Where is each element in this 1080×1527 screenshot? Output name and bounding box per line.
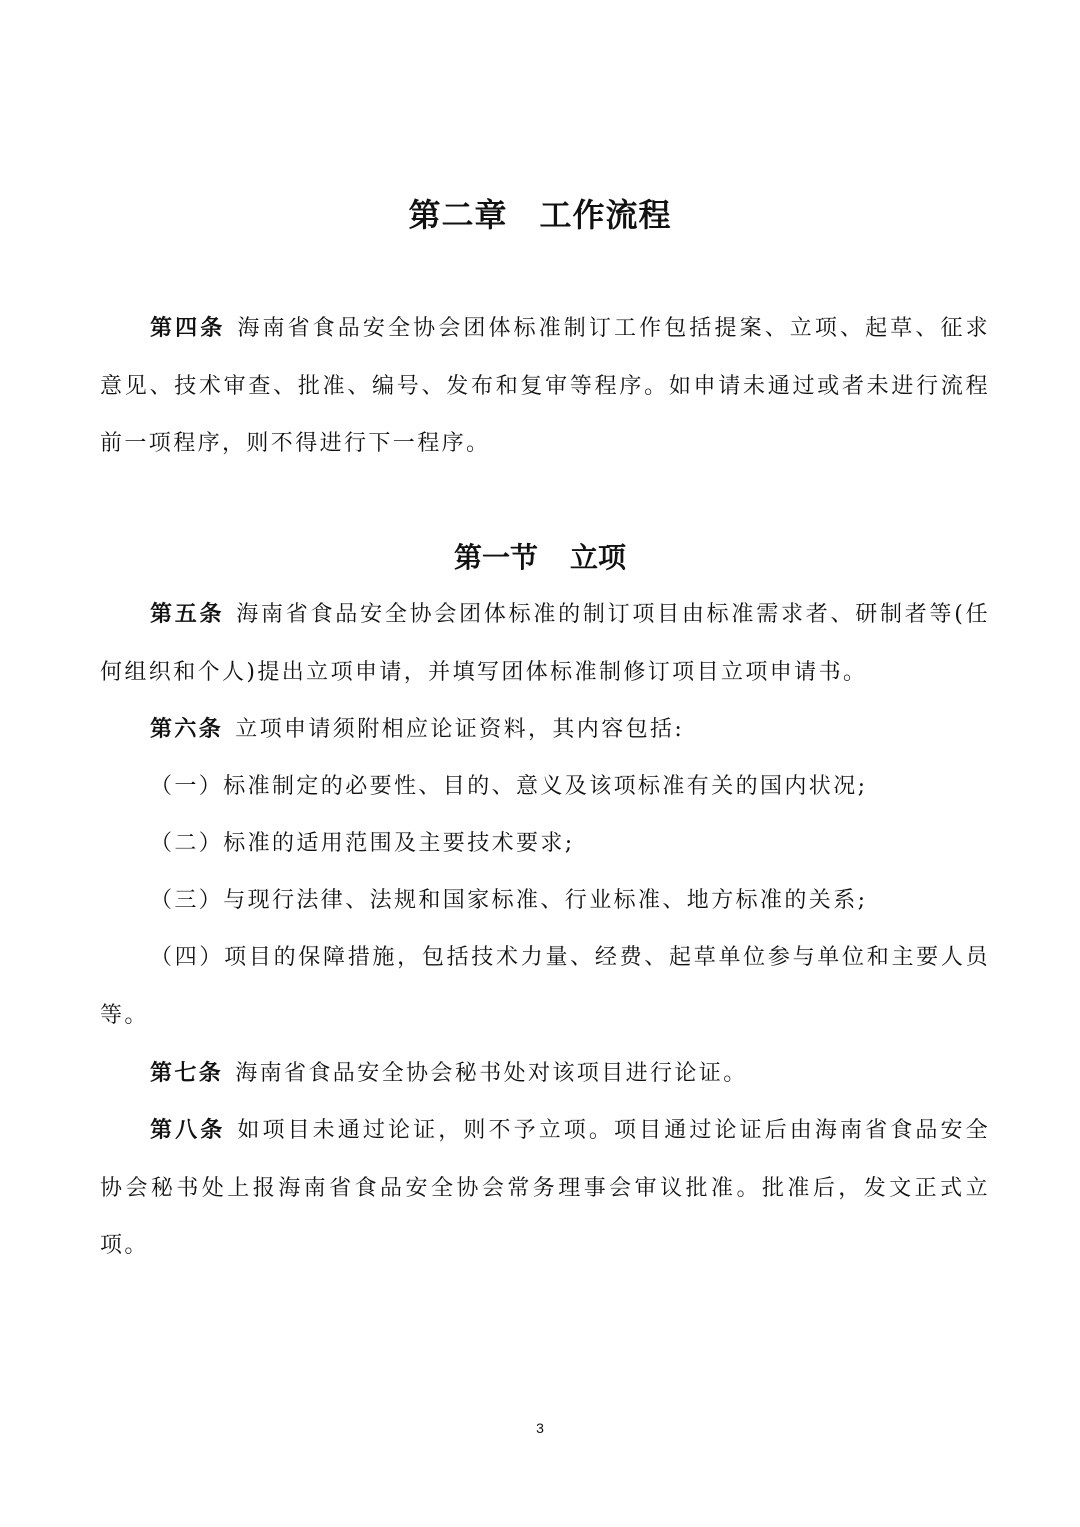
article-7 (100, 1045, 990, 1103)
article-7-text: 海南省食品安全协会秘书处对该项目进行论证。 (235, 1061, 748, 1086)
page-number: 3 (536, 1420, 544, 1436)
article-6 (100, 701, 990, 759)
section-number: 第一节 (453, 541, 538, 574)
chapter-title: 工作流程 (539, 196, 672, 234)
article-5 (100, 586, 990, 701)
article-6-item-2: （二）标准的适用范围及主要技术要求; (150, 831, 575, 856)
article-6-item-4: （四）项目的保障措施，包括技术力量、经费、起草单位参与单位和主要人员等。 (100, 945, 990, 1028)
article-6-item-3: （三）与现行法律、法规和国家标准、行业标准、地方标准的关系; (150, 888, 868, 913)
article-4-text: 海南省食品安全协会团体标准制订工作包括提案、立项、起草、征求意见、技术审查、批准、编号、发布和复审等程序。如申请未通过或者未进行流程前一项程序，则不得进行下一程序。 (100, 316, 990, 456)
chapter-number: 第二章 (408, 196, 508, 234)
article-6-item-1: （一）标准制定的必要性、目的、意义及该项标准有关的国内状况; (150, 774, 868, 799)
article-8-label: 第八条 (150, 1118, 226, 1143)
section-title: 立项 (570, 541, 627, 574)
article-8 (100, 1102, 990, 1275)
article-4-label: 第四条 (150, 316, 226, 341)
chapter-heading (0, 192, 1080, 238)
article-8-text: 如项目未通过论证，则不予立项。项目通过论证后由海南省食品安全协会秘书处上报海南省食品安全协会常务理事会审议批准。批准后，发文正式立项。 (100, 1118, 990, 1258)
section-heading (0, 536, 1080, 580)
article-5-label: 第五条 (150, 602, 225, 627)
article-4 (100, 300, 990, 473)
article-7-label: 第七条 (150, 1061, 224, 1086)
article-6-text: 立项申请须附相应论证资料，其内容包括: (235, 717, 685, 742)
article-5-text: 海南省食品安全协会团体标准的制订项目由标准需求者、研制者等(任何组织和个人)提出立项申请，并填写团体标准制修订项目立项申请书。 (100, 602, 990, 685)
article-6-label: 第六条 (150, 717, 224, 742)
